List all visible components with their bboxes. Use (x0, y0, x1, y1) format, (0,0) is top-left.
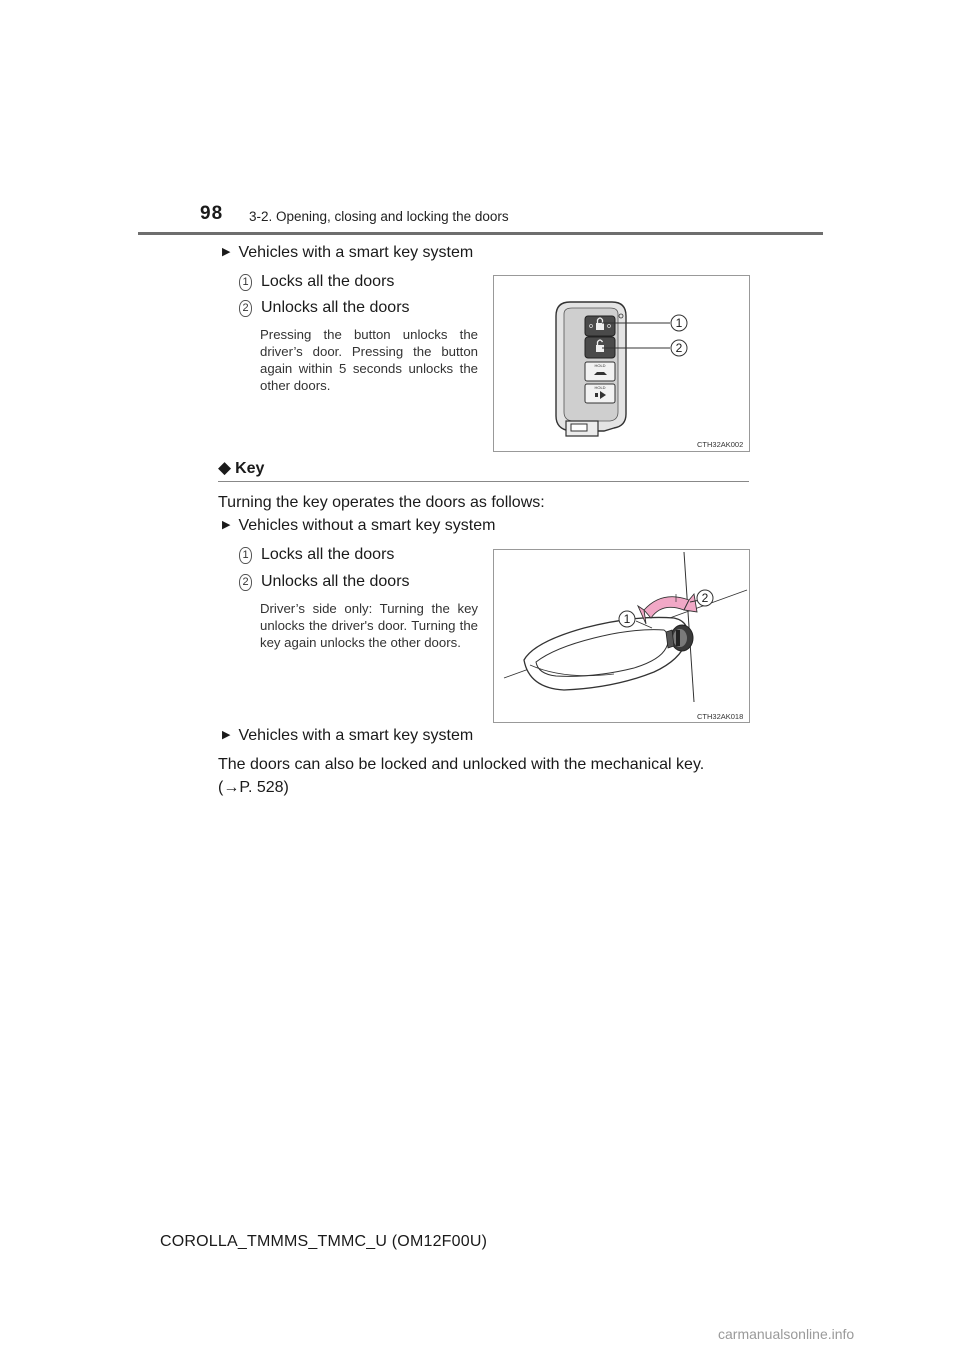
callout-2: 2 (675, 341, 683, 355)
door-key-figure (493, 549, 750, 723)
smart-key-bullet-text: Vehicles with a smart key system (238, 244, 474, 261)
number-badge-1: 1 (239, 547, 252, 564)
triangle-bullet-icon: ▶ (222, 519, 231, 531)
header-divider (138, 232, 823, 235)
without-smart-key-bullet (222, 517, 495, 535)
item-label: Locks all the doors (261, 273, 395, 290)
key-note: Driver’s side only: Turning the key unlocks the driver's door. Turning the key again unlocks the other doors. (260, 601, 478, 650)
key-intro: Turning the key operates the doors as follows: (218, 494, 545, 511)
callout-1: 1 (623, 612, 631, 626)
figure-code: CTH32AK002 (697, 440, 744, 449)
section-title: 3-2. Opening, closing and locking the doors (249, 209, 509, 224)
hold-label-2: HOLD (594, 385, 606, 390)
callout-2: 2 (701, 591, 709, 605)
watermark: carmanualsonline.info (718, 1326, 855, 1342)
number-badge-2: 2 (239, 574, 252, 591)
item-label: Unlocks all the doors (261, 299, 410, 316)
smart-key-bullet (222, 244, 473, 262)
key-item-2 (242, 573, 410, 591)
page-number: 98 (200, 203, 224, 224)
door-handle-illustration (494, 550, 749, 722)
triangle-bullet-icon: ▶ (222, 729, 231, 741)
smart-key-figure (493, 275, 750, 452)
page-reference: (→P. 528) (218, 779, 289, 796)
with-smart-key-bullet (222, 727, 473, 745)
smart-key-item-1 (242, 273, 395, 291)
key-heading (218, 458, 264, 478)
number-badge-2: 2 (239, 300, 252, 317)
triangle-bullet-icon: ▶ (222, 246, 231, 258)
number-badge-1: 1 (239, 274, 252, 291)
key-item-1 (242, 546, 395, 564)
with-smart-key-bullet-text: Vehicles with a smart key system (238, 727, 474, 744)
smart-key-note: Pressing the button unlocks the driver’s door. Pressing the button again within 5 seconds unlocks the other doors. (260, 327, 478, 393)
diamond-icon: ◆ (218, 458, 232, 477)
key-heading-divider (218, 481, 749, 482)
item-label: Locks all the doors (261, 546, 395, 563)
item-label: Unlocks all the doors (261, 573, 410, 590)
hold-label-1: HOLD (594, 363, 606, 368)
callout-1: 1 (675, 316, 683, 330)
without-smart-key-bullet-text: Vehicles without a smart key system (238, 517, 496, 534)
smart-key-item-2 (242, 299, 410, 317)
key-heading-text: Key (235, 460, 265, 477)
mechanical-key-text: The doors can also be locked and unlocked with the mechanical key. (218, 756, 705, 773)
figure-code: CTH32AK018 (697, 712, 744, 721)
footer-model-code: COROLLA_TMMMS_TMMC_U (OM12F00U) (160, 1233, 488, 1250)
smart-key-fob-illustration (494, 276, 749, 451)
